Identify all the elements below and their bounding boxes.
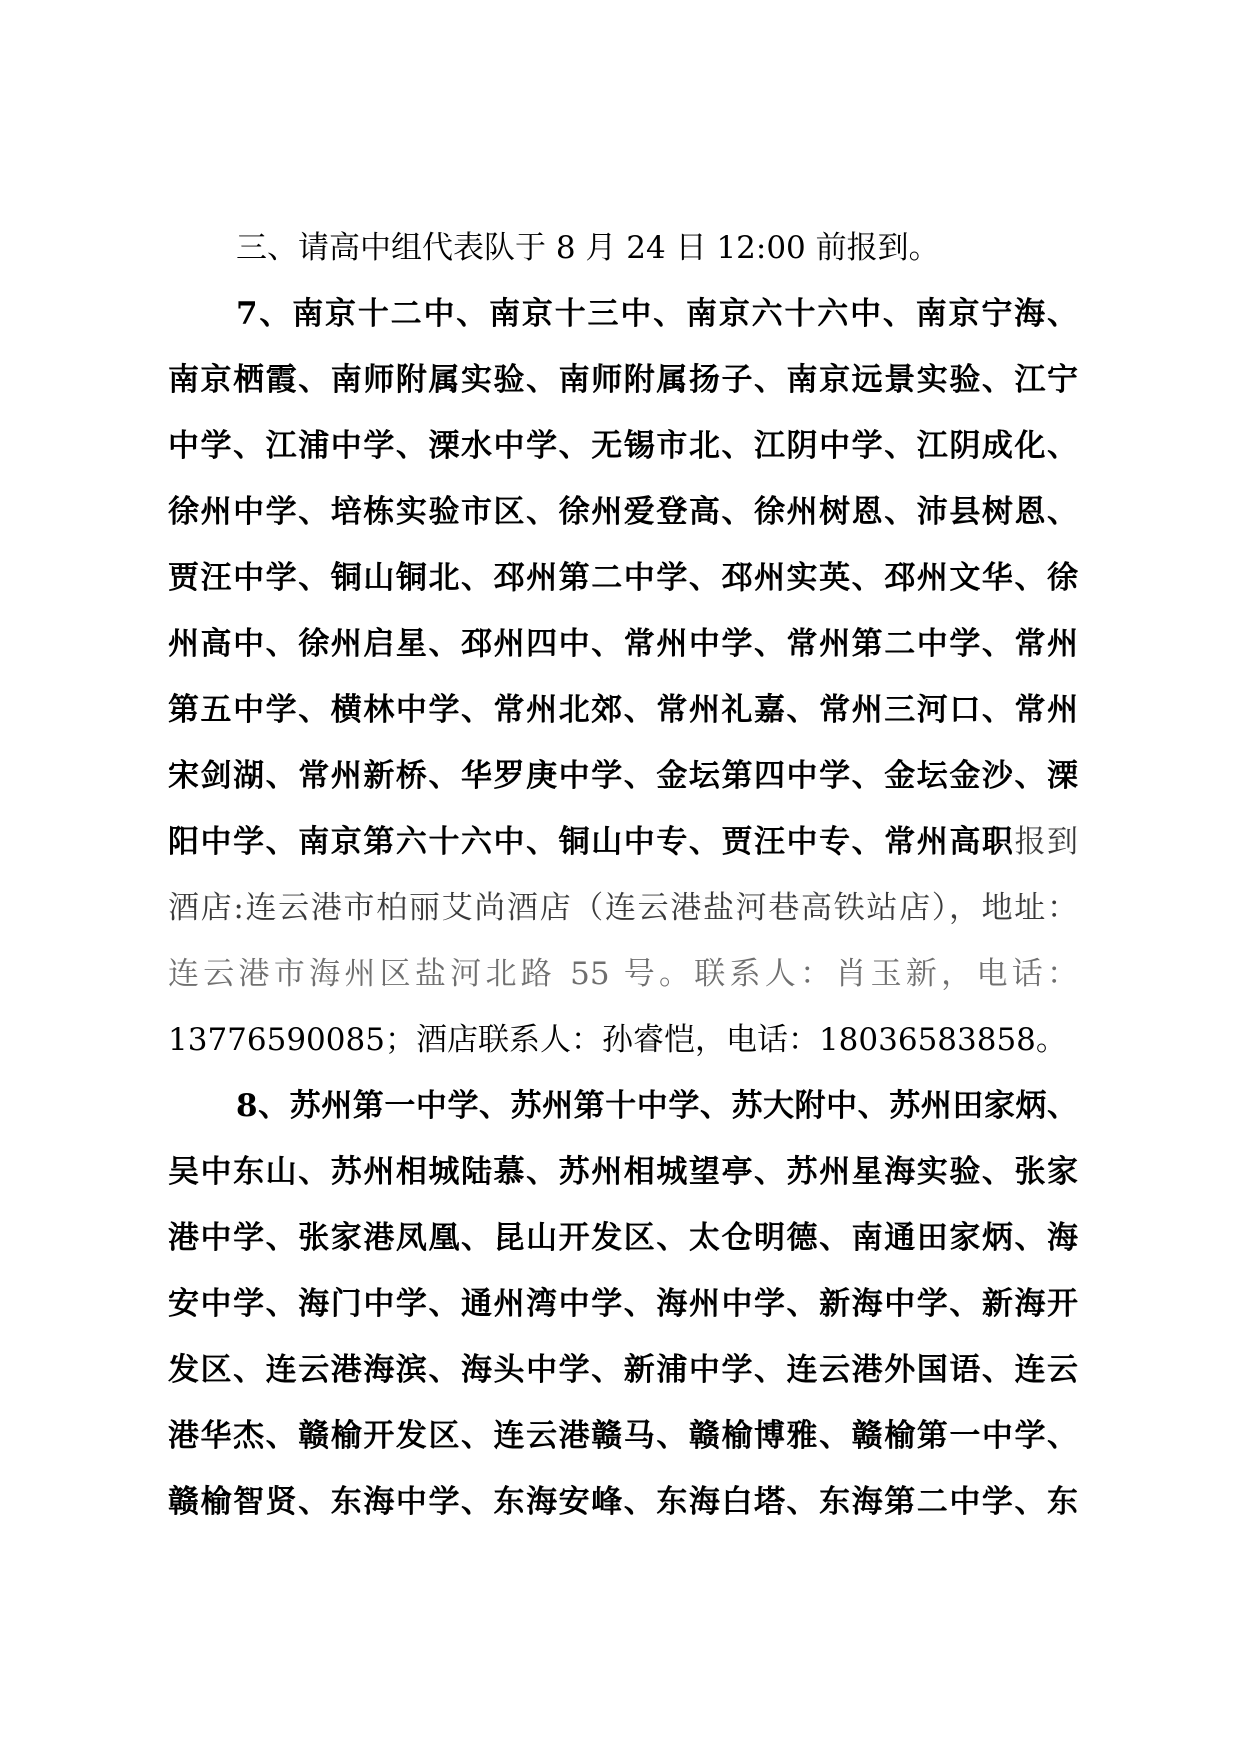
item7-line: 7、南京十二中、南京十三中、南京六十六中、南京宁海、: [236, 296, 1078, 332]
hotel-line: 酒店:连云港市柏丽艾尚酒店（连云港盐河巷高铁站店），地址：: [168, 890, 1078, 926]
item7-line: 贾汪中学、铜山铜北、邳州第二中学、邳州实英、邳州文华、徐: [168, 560, 1078, 596]
item8-line: 安中学、海门中学、通州湾中学、海州中学、新海中学、新海开: [168, 1286, 1078, 1322]
item7-line-last: [168, 822, 1078, 862]
item7-line: 第五中学、横林中学、常州北郊、常州礼嘉、常州三河口、常州: [168, 692, 1078, 728]
item8-line: 发区、连云港海滨、海头中学、新浦中学、连云港外国语、连云: [168, 1352, 1078, 1388]
report-label: 报到: [1014, 824, 1079, 860]
item8-line: 8、苏州第一中学、苏州第十中学、苏大附中、苏州田家炳、: [236, 1088, 1078, 1124]
item7-line: 宋剑湖、常州新桥、华罗庚中学、金坛第四中学、金坛金沙、溧: [168, 758, 1078, 794]
item8-line: 赣榆智贤、东海中学、东海安峰、东海白塔、东海第二中学、东: [168, 1484, 1078, 1520]
section-heading: 三、请高中组代表队于 8 月 24 日 12:00 前报到。: [236, 230, 940, 266]
item7-school-list-end: 阳中学、南京第六十六中、铜山中专、贾汪中专、常州高职: [168, 824, 1015, 860]
item8-line: 港华杰、赣榆开发区、连云港赣马、赣榆博雅、赣榆第一中学、: [168, 1418, 1078, 1454]
item7-line: 中学、江浦中学、溧水中学、无锡市北、江阴中学、江阴成化、: [168, 428, 1078, 464]
item7-line: 南京栖霞、南师附属实验、南师附属扬子、南京远景实验、江宁: [168, 362, 1078, 398]
item7-line: 徐州中学、培栋实验市区、徐州爱登高、徐州树恩、沛县树恩、: [168, 494, 1078, 530]
item7-line: 州高中、徐州启星、邳州四中、常州中学、常州第二中学、常州: [168, 626, 1078, 662]
contact-line: 13776590085；酒店联系人：孙睿恺，电话：18036583858。: [168, 1022, 1067, 1058]
item8-line: 吴中东山、苏州相城陆慕、苏州相城望亭、苏州星海实验、张家: [168, 1154, 1078, 1190]
address-line: 连云港市海州区盐河北路 55 号。联系人：肖玉新，电话：: [168, 956, 1078, 992]
item8-line: 港中学、张家港凤凰、昆山开发区、太仓明德、南通田家炳、海: [168, 1220, 1078, 1256]
